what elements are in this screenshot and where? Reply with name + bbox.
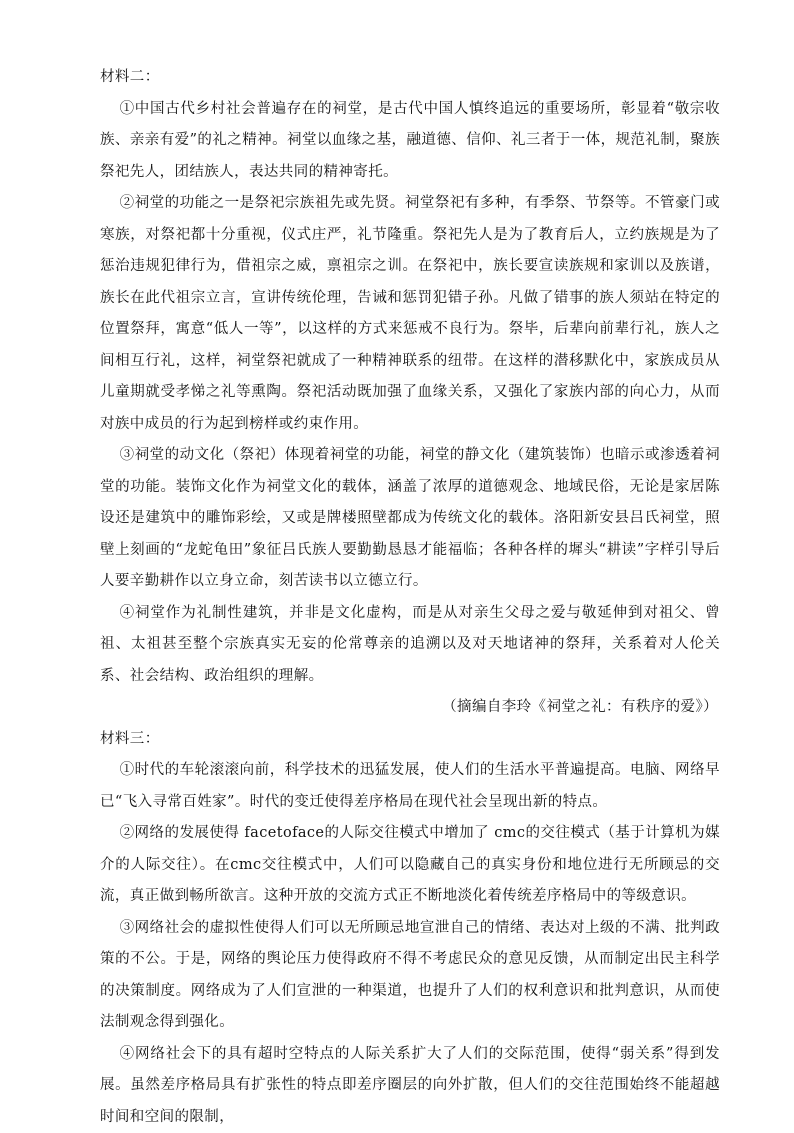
material-3-label: 材料三： [100,724,720,756]
material-2-paragraph-2: ②祠堂的功能之一是祭祀宗族祖先或先贤。祠堂祭祀有多种，有季祭、节祭等。不管豪门或寒族，对祭祀都十分重视，仪式庄严，礼节隆重。祭祀先人是为了教育后人，立约族规是为了惩治违规犯律行为，借祖宗之威，禀祖宗之训。在祭祀中，族长要宣读族规和家训以及族谱，族长在此代祖宗立言，宣讲传统伦理，告诫和惩罚犯错子孙。凡做了错事的族人须站在特定的位置祭拜，寓意“低人一等”，以这样的方式来惩戒不良行为。祭毕，后辈向前辈行礼，族人之间相互行礼，这样，祠堂祭祀就成了一种精神联系的纽带。在这样的潜移默化中，家族成员从儿童期就受孝悌之礼等熏陶。祭祀活动既加强了血缘关系，又强化了家族内部的向心力，从而对族中成员的行为起到榜样或约束作用。 [100,188,720,440]
material-2-label: 材料二： [100,62,720,94]
document-body [100,62,720,1133]
material-2-source-citation: （摘编自李玲《祠堂之礼：有秩序的爱》） [100,692,720,724]
material-3-paragraph-3: ③网络社会的虚拟性使得人们可以无所顾忌地宣泄自己的情绪、表达对上级的不满、批判政策的不公。于是，网络的舆论压力使得政府不得不考虑民众的意见反馈，从而制定出民主科学的决策制度。网络成为了人们宣泄的一种渠道，也提升了人们的权利意识和批判意识，从而使法制观念得到强化。 [100,913,720,1039]
material-2-paragraph-3: ③祠堂的动文化（祭祀）体现着祠堂的功能，祠堂的静文化（建筑装饰）也暗示或渗透着祠堂的功能。装饰文化作为祠堂文化的载体，涵盖了浓厚的道德观念、地域民俗，无论是家居陈设还是建筑中的雕饰彩绘，又或是牌楼照壁都成为传统文化的载体。洛阳新安县吕氏祠堂，照壁上刻画的“龙蛇龟田”象征吕氏族人要勤勤恳恳才能福临；各种各样的墀头“耕读”字样引导后人要辛勤耕作以立身立命，刻苦读书以立德立行。 [100,440,720,598]
material-2-paragraph-4: ④祠堂作为礼制性建筑，并非是文化虚构，而是从对亲生父母之爱与敬延伸到对祖父、曾祖、太祖甚至整个宗族真实无妄的伦常尊亲的追溯以及对天地诸神的祭拜，关系着对人伦关系、社会结构、政治组织的理解。 [100,598,720,693]
material-2-paragraph-1: ①中国古代乡村社会普遍存在的祠堂，是古代中国人慎终追远的重要场所，彰显着“敬宗收族、亲亲有爱”的礼之精神。祠堂以血缘之基，融道德、信仰、礼三者于一体，规范礼制，聚族祭祀先人，团结族人，表达共同的精神寄托。 [100,94,720,189]
material-3-paragraph-4: ④网络社会下的具有超时空特点的人际关系扩大了人们的交际范围，使得“弱关系”得到发展。虽然差序格局具有扩张性的特点即差序圈层的向外扩散，但人们的交往范围始终不能超越时间和空间的限制， [100,1039,720,1133]
material-3-paragraph-2: ②网络的发展使得 facetoface的人际交往模式中增加了 cmc的交往模式（基于计算机为媒介的人际交往）。在cmc交往模式中，人们可以隐藏自己的真实身份和地位进行无所顾忌的交流，真正做到畅所欲言。这种开放的交流方式正不断地淡化着传统差序格局中的等级意识。 [100,818,720,913]
material-3-paragraph-1: ①时代的车轮滚滚向前，科学技术的迅猛发展，使人们的生活水平普遍提高。电脑、网络早已“飞入寻常百姓家”。时代的变迁使得差序格局在现代社会呈现出新的特点。 [100,755,720,818]
